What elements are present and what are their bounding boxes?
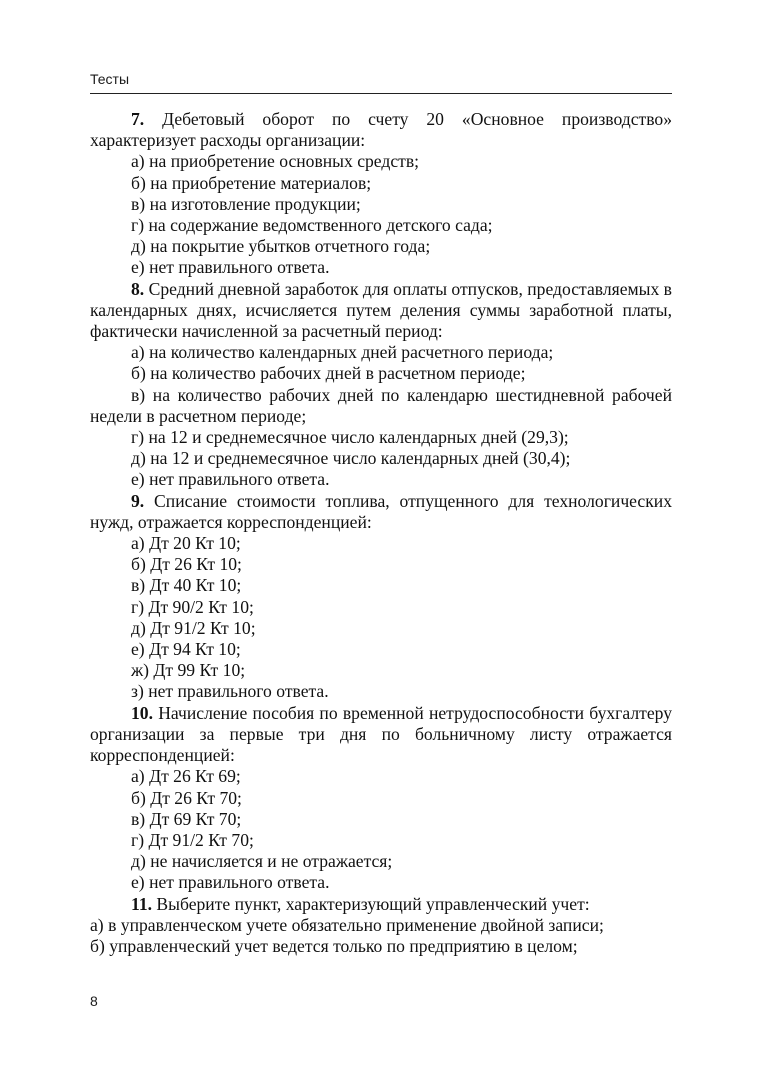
answer-option: е) нет правильного ответа. [131, 872, 330, 893]
answer-option: з) нет правильного ответа. [131, 681, 329, 702]
answer-option: б) Дт 26 Кт 10; [131, 554, 242, 575]
header-divider [90, 93, 672, 94]
answer-option: а) Дт 20 Кт 10; [131, 533, 241, 554]
page-number: 8 [90, 993, 98, 1009]
question-7 [90, 109, 672, 151]
question-number: 9. [131, 490, 145, 511]
answer-option: ж) Дт 99 Кт 10; [131, 660, 246, 681]
question-8 [90, 279, 672, 343]
answer-option: г) Дт 90/2 Кт 10; [131, 596, 254, 617]
answer-option: д) Дт 91/2 Кт 10; [131, 617, 256, 638]
answer-option: г) на 12 и среднемесячное число календарных дней (29,3); [131, 427, 569, 448]
answer-option: в) на количество рабочих дней по календарю шестидневной рабочей недели в расчетном периоде; [90, 384, 672, 426]
question-text: Средний дневной заработок для оплаты отпусков, предоставляемых в календарных днях, исчисляется путем деления суммы заработной платы, фактически начисленной за расчетный период: [90, 278, 672, 342]
question-10 [90, 703, 672, 767]
answer-option: г) на содержание ведомственного детского сада; [131, 215, 493, 236]
answer-option: д) на покрытие убытков отчетного года; [131, 236, 431, 257]
answer-option: в) на изготовление продукции; [131, 193, 361, 214]
answer-option: д) не начисляется и не отражается; [131, 851, 393, 872]
question-number: 11. [131, 893, 153, 914]
question-number: 7. [131, 109, 145, 129]
question-text: Начисление пособия по временной нетрудоспособности бухгалтеру организации за первые три дня по больничному листу отражается корреспонденцией: [90, 702, 672, 766]
answer-option: а) Дт 26 Кт 69; [131, 766, 241, 787]
question-11 [90, 894, 672, 915]
answer-option: е) нет правильного ответа. [131, 469, 330, 490]
running-header: Тесты [90, 71, 130, 87]
question-number: 10. [131, 702, 153, 723]
answer-option: б) управленческий учет ведется только по предприятию в целом; [90, 935, 578, 956]
page-content [90, 109, 672, 957]
question-text: Выберите пункт, характеризующий управленческий учет: [152, 893, 590, 914]
answer-option: б) на приобретение материалов; [131, 172, 372, 193]
answer-option: а) в управленческом учете обязательно применение двойной записи; [90, 914, 604, 935]
question-text: Списание стоимости топлива, отпущенного для технологических нужд, отражается корреспонденцией: [90, 490, 672, 532]
answer-option: б) Дт 26 Кт 70; [131, 787, 242, 808]
answer-option: а) на количество календарных дней расчетного периода; [131, 342, 554, 363]
answer-option: в) Дт 69 Кт 70; [131, 808, 242, 829]
answer-option: е) Дт 94 Кт 10; [131, 639, 241, 660]
question-9 [90, 491, 672, 533]
answer-option: д) на 12 и среднемесячное число календарных дней (30,4); [131, 448, 571, 469]
answer-option: е) нет правильного ответа. [131, 257, 330, 278]
question-number: 8. [131, 278, 145, 299]
question-text: Дебетовый оборот по счету 20 «Основное производство» характеризует расходы организации: [90, 109, 672, 151]
answer-option: б) на количество рабочих дней в расчетном периоде; [131, 363, 526, 384]
answer-option: а) на приобретение основных средств; [131, 151, 420, 172]
answer-option: г) Дт 91/2 Кт 70; [131, 829, 254, 850]
answer-option: в) Дт 40 Кт 10; [131, 575, 242, 596]
